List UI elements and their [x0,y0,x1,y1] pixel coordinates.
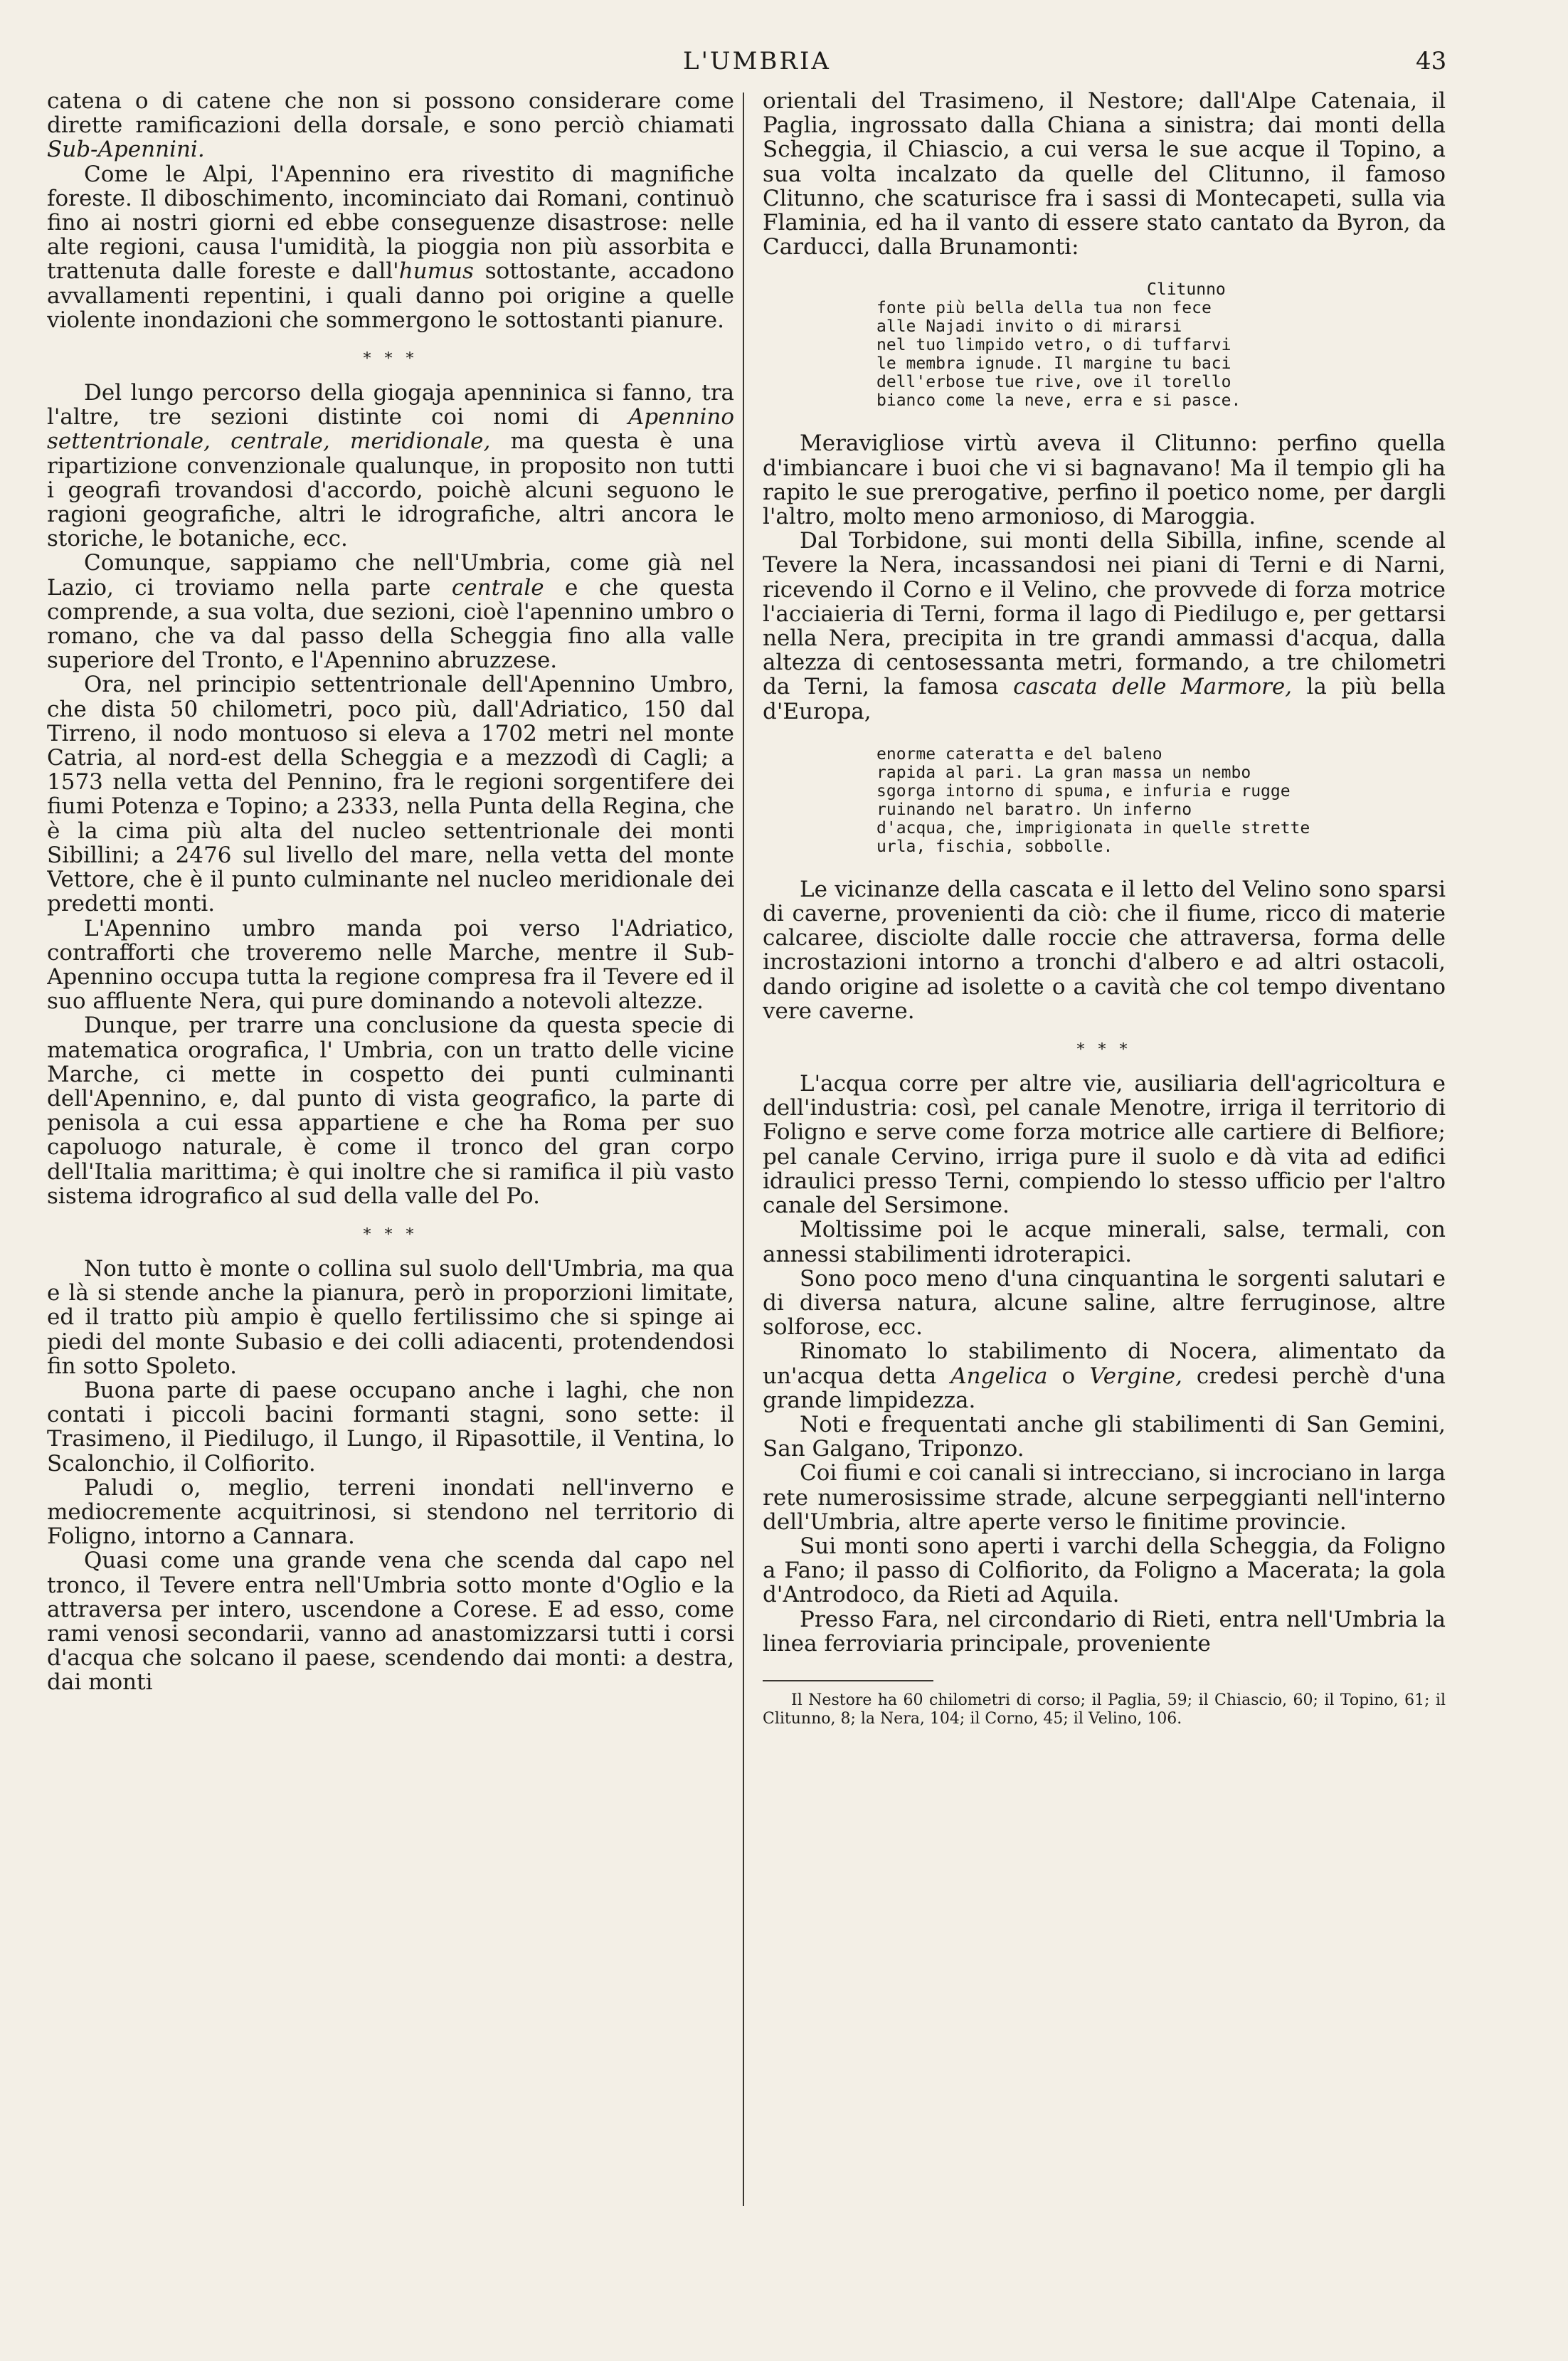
verse-line: fonte più bella della tua non fece [876,299,1212,318]
paragraph: orientali del Trasimeno, il Nestore; dall'Alpe Catenaia, il Paglia, ingrossato dalla Chiana a sinistra; dai monti della Scheggia, il Chiascio, a cui versa le sue acque il Topino, a sua volta incalzato da quelle del Clitunno, il famoso Clitunno, che scaturisce fra i sassi di Montecapeti, sulla via Flaminia, ed ha il vanto di essere stato cantato da Byron, da Carducci, dalla Brunamonti: [763,89,1446,260]
section-separator: * * * [363,1225,418,1244]
paragraph: Come le Alpi, l'Apennino era rivestito di magnifiche foreste. Il diboschimento, incominciato dai Romani, continuò fino ai nostri giorni ed ebbe conseguenze disastrose: nelle alte regioni, causa l'umidità, la pioggia non più assorbita e trattenuta dalle foreste e dall'humus sottostante, accadono avvallamenti repentini, i quali danno poi origine a quelle violente inondazioni che sommergono le sottostanti pianure. [47,161,734,333]
paragraph: Buona parte di paese occupano anche i laghi, che non contati i piccoli bacini formanti stagni, sono sette: il Trasimeno, il Piedilugo, il Lungo, il Ripasottile, il Ventina, lo Scalonchio, il Colfiorito. [47,1377,734,1477]
paragraph: catena o di catene che non si possono considerare come dirette ramificazioni della dorsale, e sono perciò chiamati Sub-Apennini. [47,89,734,163]
footnote-rule [763,1680,933,1681]
section-separator: * * * [363,350,418,369]
paragraph: Sui monti sono aperti i varchi della Scheggia, da Foligno a Fano; il passo di Colfiorito, da Foligno a Macerata; la gola d'Antrodoco, da Rieti ad Aquila. [763,1533,1446,1608]
verse-line: sgorga intorno di spuma, e infuria e rugge [876,781,1291,801]
right-column [763,89,1446,2316]
paragraph: Meravigliose virtù aveva il Clitunno: perfino quella d'imbiancare i buoi che vi si bagnavano! Ma il tempio gli ha rapito le sue prerogative, perfino il poetico nome, per dargli l'altro, molto meno armonioso, di Maroggia. [763,431,1446,530]
paragraph: Le vicinanze della cascata e il letto del Velino sono sparsi di caverne, provenienti da ciò: che il fiume, ricco di materie calcaree, disciolte dalle roccie che attraversa, forma delle incrostazioni intorno a tronchi d'albero e ad altri ostacoli, dando origine ad isolette o a cavità che col tempo diventano vere caverne. [763,876,1446,1024]
verse-line: Clitunno [1147,280,1226,300]
paragraph: Presso Fara, nel circondario di Rieti, entra nell'Umbria la linea ferroviaria principale, proveniente [763,1606,1446,1657]
verse-line: urla, fischia, sobbolle. [876,837,1113,856]
section-separator: * * * [1076,1041,1132,1060]
verse-line: ruinando nel baratro. Un inferno [876,800,1192,819]
paragraph: L'Apennino umbro manda poi verso l'Adriatico, contrafforti che troveremo nelle Marche, mentre il Sub-Apennino occupa tutta la regione compresa fra il Tevere ed il suo affluente Nera, qui pure dominando a notevoli altezze. [47,915,734,1015]
paragraph: Del lungo percorso della giogaja apenninica si fanno, tra l'altre, tre sezioni distinte coi nomi di Apennino settentrionale, centrale, meridionale, ma questa è una ripartizione convenzionale qualunque, in proposito non tutti i geografi trovandosi d'accordo, poichè alcuni seguono le ragioni geografiche, altri le idrografiche, altri ancora le storiche, le botaniche, ecc. [47,380,734,552]
paragraph: Dal Torbidone, sui monti della Sibilla, infine, scende al Tevere la Nera, incassandosi nei piani di Terni e di Narni, ricevendo il Corno e il Velino, che provvede di forza motrice l'acciaieria di Terni, forma il lago di Piedilugo e, per gettarsi nella Nera, precipita in tre grandi ammassi d'acqua, dalla altezza di centosessanta metri, formando, a tre chilometri da Terni, la famosa cascata delle Marmore, la più bella d'Europa, [763,528,1446,724]
paragraph: Quasi come una grande vena che scenda dal capo nel tronco, il Tevere entra nell'Umbria sotto monte d'Oglio e la attraversa per intero, uscendone a Corese. E ad esso, come rami venosi secondarii, vanno ad anastomizzarsi tutti i corsi d'acqua che solcano il paese, scendendo dai monti: a destra, dai monti [47,1548,734,1696]
paragraph: Non tutto è monte o collina sul suolo dell'Umbria, ma qua e là si stende anche la pianura, però in proporzioni limitate, ed il tratto più ampio è quello fertilissimo che si spinge ai piedi del monte Subasio e dei colli adiacenti, protendendosi fin sotto Spoleto. [47,1255,734,1379]
paragraph: L'acqua corre per altre vie, ausiliaria dell'agricoltura e dell'industria: così, pel canale Menotre, irriga il territorio di Foligno e serve come forza motrice alle cartiere di Belfiore; pel canale Cervino, irriga pure il suolo e dà vita ad edifici idraulici presso Terni, compiendo lo stesso ufficio per l'altro canale del Sersimone. [763,1071,1446,1219]
verse-line: enorme cateratta e del baleno [876,744,1162,764]
verse-line: alle Najadi invito o di mirarsi [876,317,1182,337]
verse-line: rapida al pari. La gran massa un nembo [876,763,1251,782]
verse-clitunno [876,280,1446,410]
page-number: 43 [1416,47,1447,75]
verse-line: nel tuo limpido vetro, o di tuffarvi [876,336,1231,355]
paragraph: Comunque, sappiamo che nell'Umbria, come già nel Lazio, ci troviamo nella parte centrale e che questa comprende, a sua volta, due sezioni, cioè l'apennino umbro o romano, che va dal passo della Scheggia fino alla valle superiore del Tronto, e l'Apennino abruzzese. [47,550,734,674]
footnote: Il Nestore ha 60 chilometri di corso; il Paglia, 59; il Chiascio, 60; il Topino, 61; il Clitunno, 8; la Nera, 104; il Corno, 45; il Velino, 106. [763,1691,1446,1728]
paragraph: Sono poco meno d'una cinquantina le sorgenti salutari e di diversa natura, alcune saline, altre ferruginose, altre solforose, ecc. [763,1265,1446,1341]
column-divider [743,93,744,2206]
verse-line: bianco come la neve, erra e si pasce. [876,391,1241,411]
paragraph: Dunque, per trarre una conclusione da questa specie di matematica orografica, l' Umbria, con un tratto delle vicine Marche, ci mette in cospetto dei punti culminanti dell'Apennino, e, dal punto di vista geografico, la parte di penisola a cui essa appartiene e che ha Roma per suo capoluogo naturale, è come il tronco del gran corpo dell'Italia marittima; è qui inoltre che si ramifica il più vasto sistema idrografico al sud della valle del Po. [47,1013,734,1209]
verse-line: le membra ignude. Il margine tu baci [876,354,1231,374]
paragraph: Noti e frequentati anche gli stabilimenti di San Gemini, San Galgano, Triponzo. [763,1411,1446,1462]
paragraph: Rinomato lo stabilimento di Nocera, alimentato da un'acqua detta Angelica o Vergine, credesi perchè d'una grande limpidezza. [763,1338,1446,1413]
verse-line: dell'erbose tue rive, ove il torello [876,373,1231,392]
paragraph: Coi fiumi e coi canali si intrecciano, si incrociano in larga rete numerosissime strade, alcune serpeggianti nell'interno dell'Umbria, altre aperte verso le finitime provincie. [763,1460,1446,1535]
paragraph: Paludi o, meglio, terreni inondati nell'inverno e mediocremente acquitrinosi, si stendono nel territorio di Foligno, intorno a Cannara. [47,1474,734,1550]
page-header [0,40,1568,83]
verse-line: d'acqua, che, imprigionata in quelle strette [876,818,1310,838]
paragraph: Moltissime poi le acque minerali, salse, termali, con annessi stabilimenti idroterapici. [763,1217,1446,1267]
verse-marmore [876,745,1446,856]
running-title: L'UMBRIA [683,47,831,75]
paragraph: Ora, nel principio settentrionale dell'Apennino Umbro, che dista 50 chilometri, poco più, dall'Adriatico, 150 dal Tirreno, il nodo montuoso si eleva a 1702 metri nel monte Catria, al nord-est della Scheggia e a mezzodì di Cagli; a 1573 nella vetta del Pennino, fra le regioni sorgentifere dei fiumi Potenza e Topino; a 2333, nella Punta della Regina, che è la cima più alta del nucleo settentrionale dei monti Sibillini; a 2476 sul livello del mare, nella vetta del monte Vettore, che è il punto culminante nel nucleo meridionale dei predetti monti. [47,672,734,917]
left-column [47,89,734,2316]
